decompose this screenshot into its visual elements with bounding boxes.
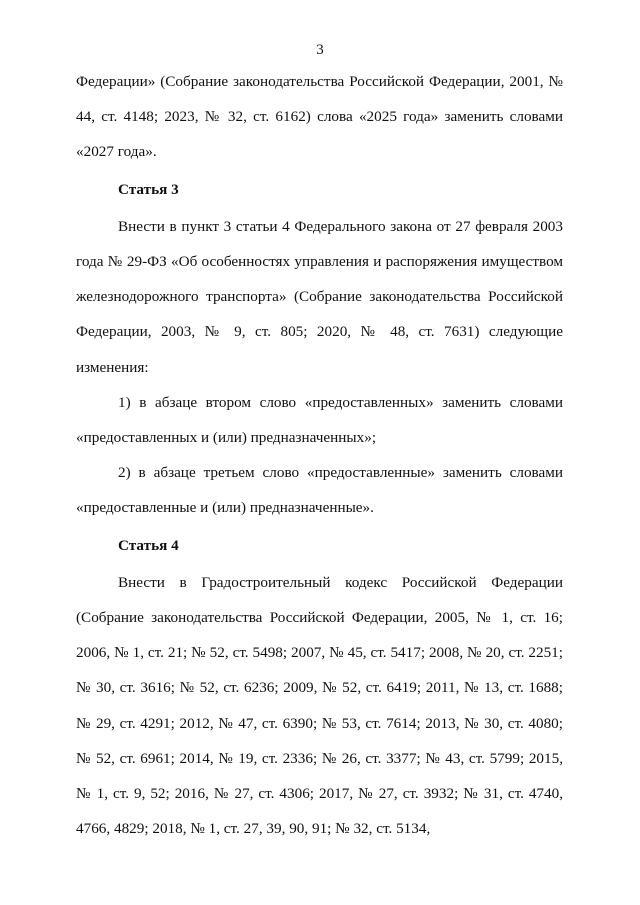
page-number: 3 (316, 42, 324, 58)
article-3-item-2: 2) в абзаце третьем слово «предоставленные» заменить словами «предоставленные и (или) предназначенные». (76, 464, 563, 517)
paragraph-continuation: Федерации» (Собрание законодательства Российской Федерации, 2001, № 44, ст. 4148; 2023, № 32, ст. 6162) слова «2025 года» заменить словами «2027 года». (76, 73, 563, 161)
article-3-intro-paragraph: Внести в пункт 3 статьи 4 Федерального закона от 27 февраля 2003 года № 29-ФЗ «Об особенностях управления и распоряжения имуществом железнодорожного транспорта» (Собрание законодательства Российской Федерации, 2003, № 9, ст. 805; 2020, № 48, ст. 7631) следующие изменения: (76, 217, 563, 376)
document-body (76, 64, 563, 846)
article-4-heading: Статья 4 (118, 536, 179, 554)
article-4-paragraph: Внести в Градостроительный кодекс Российской Федерации (Собрание законодательства Российской Федерации, 2005, № 1, ст. 16; 2006, № 1, ст. 21; № 52, ст. 5498; 2007, № 45, ст. 5417; 2008, № 20, ст. 2251; № 30, ст. 3616; № 52, ст. 6236; 2009, № 52, ст. 6419; 2011, № 13, ст. 1688; № 29, ст. 4291; 2012, № 47, ст. 6390; № 53, ст. 7614; 2013, № 30, ст. 4080; № 52, ст. 6961; 2014, № 19, ст. 2336; № 26, ст. 3377; № 43, ст. 5799; 2015, № 1, ст. 9, 52; 2016, № 27, ст. 4306; 2017, № 27, ст. 3932; № 31, ст. 4740, 4766, 4829; 2018, № 1, ст. 27, 39, 90, 91; № 32, ст. 5134, (76, 573, 563, 838)
article-3-item-1: 1) в абзаце втором слово «предоставленных» заменить словами «предоставленных и (или) предназначенных»; (76, 393, 563, 447)
article-3-heading: Статья 3 (118, 180, 179, 198)
